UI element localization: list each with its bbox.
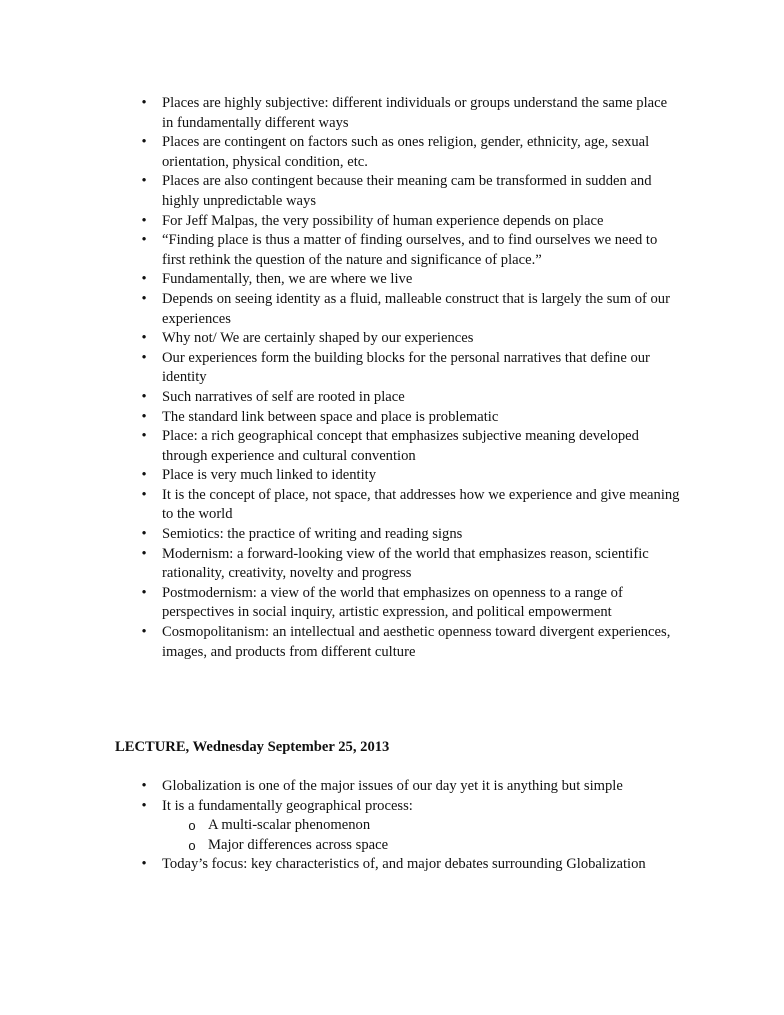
bullet-icon: • xyxy=(141,428,147,445)
sub-bullet-icon: o xyxy=(188,837,196,853)
list-item-text: Place: a rich geographical concept that emphasizes subjective meaning developed through experience and cultural convention xyxy=(162,428,639,464)
sub-list-item xyxy=(188,816,682,836)
bullet-icon: • xyxy=(141,467,147,484)
bullet-icon: • xyxy=(141,797,147,814)
notes-bullet-list xyxy=(141,94,682,662)
list-item-text: It is the concept of place, not space, that addresses how we experience and give meaning to the world xyxy=(162,486,680,523)
list-item-text: Postmodernism: a view of the world that emphasizes on openness to a range of perspectives in social inquiry, artistic expression, and political empowerment xyxy=(162,584,623,621)
list-item-text: Places are also contingent because their meaning cam be transformed in sudden and highly unpredictable ways xyxy=(162,173,652,209)
list-item xyxy=(141,584,682,623)
list-item xyxy=(141,525,682,545)
list-item xyxy=(141,270,682,290)
list-item xyxy=(141,777,682,797)
list-item-text: Why not/ We are certainly shaped by our experiences xyxy=(162,330,474,347)
bullet-icon: • xyxy=(141,173,147,190)
bullet-icon: • xyxy=(141,526,147,543)
list-item-text: For Jeff Malpas, the very possibility of human experience depends on place xyxy=(162,212,604,229)
bullet-icon: • xyxy=(141,486,147,503)
sub-list-item xyxy=(188,836,682,856)
bullet-icon: • xyxy=(141,134,147,151)
sub-list-item-text: A multi-scalar phenomenon xyxy=(208,817,371,834)
bullet-icon: • xyxy=(141,584,147,601)
bullet-icon: • xyxy=(141,271,147,288)
list-item xyxy=(141,466,682,486)
list-item-text: Such narratives of self are rooted in place xyxy=(162,388,405,405)
list-item-text: It is a fundamentally geographical process: xyxy=(162,797,413,814)
lecture-bullet-list xyxy=(141,777,682,875)
sub-bullet-icon: o xyxy=(188,818,196,834)
list-item-text: Fundamentally, then, we are where we live xyxy=(162,271,413,288)
list-item-text: Our experiences form the building blocks for the personal narratives that define our identity xyxy=(162,349,650,386)
sub-list-item-text: Major differences across space xyxy=(208,836,389,853)
list-item xyxy=(141,231,682,270)
list-item xyxy=(141,623,682,662)
list-item-text: Places are contingent on factors such as ones religion, gender, ethnicity, age, sexual orientation, physical condition, etc. xyxy=(162,134,650,170)
list-item xyxy=(141,94,682,133)
bullet-icon: • xyxy=(141,95,147,111)
list-item-text: Place is very much linked to identity xyxy=(162,467,376,484)
list-item xyxy=(141,388,682,408)
list-item-text: Modernism: a forward-looking view of the world that emphasizes reason, scientific rationality, creativity, novelty and progress xyxy=(162,545,649,582)
list-item-text: Today’s focus: key characteristics of, and major debates surrounding Globalization xyxy=(162,856,646,873)
list-item-text: Cosmopolitanism: an intellectual and aesthetic openness toward divergent experiences, images, and products from different culture xyxy=(162,624,671,660)
bullet-icon: • xyxy=(141,388,147,405)
list-item-text: Places are highly subjective: different individuals or groups understand the same place in fundamentally different ways xyxy=(162,95,668,131)
bullet-icon: • xyxy=(141,778,147,794)
list-item xyxy=(141,133,682,172)
list-item-text: Depends on seeing identity as a fluid, malleable construct that is largely the sum of our experiences xyxy=(162,290,670,327)
list-item xyxy=(141,545,682,584)
list-item xyxy=(141,290,682,329)
lecture-heading: LECTURE, Wednesday September 25, 2013 xyxy=(115,739,390,755)
sub-bullet-list xyxy=(162,816,682,855)
bullet-icon: • xyxy=(141,349,147,366)
bullet-icon: • xyxy=(141,856,147,873)
list-item xyxy=(141,349,682,388)
list-item-text: Globalization is one of the major issues of our day yet it is anything but simple xyxy=(162,778,623,794)
bullet-icon: • xyxy=(141,290,147,307)
list-item-text: The standard link between space and place is problematic xyxy=(162,408,499,425)
bullet-icon: • xyxy=(141,330,147,347)
list-item xyxy=(141,212,682,232)
list-item xyxy=(141,855,682,875)
list-item xyxy=(141,408,682,428)
list-item xyxy=(141,486,682,525)
list-item xyxy=(141,797,682,856)
bullet-icon: • xyxy=(141,212,147,229)
list-item-text: “Finding place is thus a matter of finding ourselves, and to find ourselves we need to first rethink the question of the nature and significance of place.” xyxy=(162,232,658,268)
list-item xyxy=(141,427,682,466)
bullet-icon: • xyxy=(141,545,147,562)
bullet-icon: • xyxy=(141,624,147,641)
bullet-icon: • xyxy=(141,408,147,425)
list-item-text: Semiotics: the practice of writing and reading signs xyxy=(162,526,463,543)
list-item xyxy=(141,329,682,349)
bullet-icon: • xyxy=(141,232,147,249)
list-item xyxy=(141,172,682,211)
